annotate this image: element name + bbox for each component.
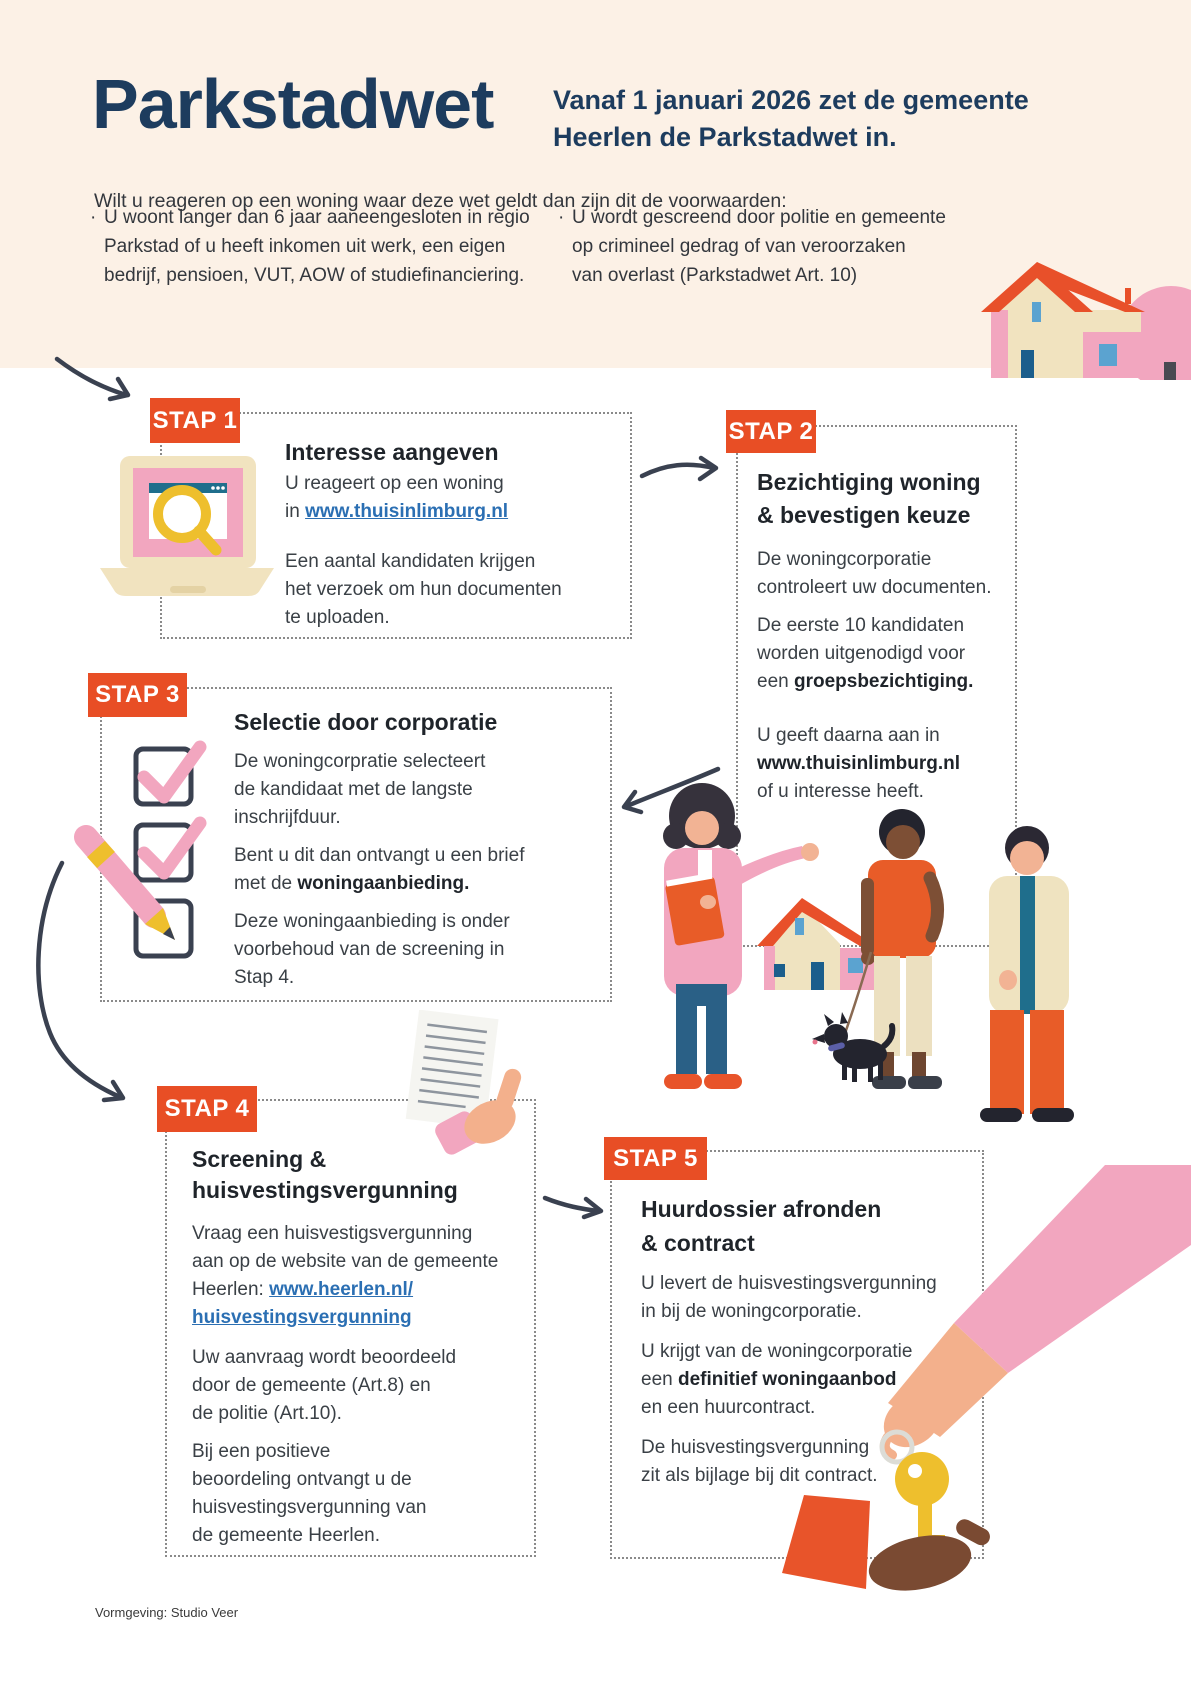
heerlen-link-line-2[interactable]: huisvestingsvergunning (192, 1307, 412, 1328)
text-line: De eerste 10 kandidaten (757, 615, 965, 636)
header-intro (553, 82, 1029, 156)
text-line: U woont langer dan 6 jaar aaneengesloten in regio (104, 207, 530, 228)
text-segment: een (757, 671, 794, 692)
text-line: de kandidaat met de langste (234, 779, 473, 800)
text-line: U krijgt van de woningcorporatie (641, 1341, 913, 1362)
laptop-search-icon (92, 450, 282, 598)
step-4-paragraph-2 (192, 1344, 456, 1428)
arrow-icon (540, 1186, 612, 1226)
document-approved-icon (392, 1010, 542, 1162)
text-line: beoordeling ontvangt u de (192, 1469, 412, 1490)
text-line: Deze woningaanbieding is onder (234, 911, 510, 932)
step-2-badge: STAP 2 (726, 410, 816, 453)
step-4-paragraph-1 (192, 1220, 498, 1332)
text-line: het verzoek om hun documenten (285, 579, 562, 600)
arrow-icon (612, 762, 724, 820)
text-line: van overlast (Parkstadwet Art. 10) (572, 265, 858, 286)
text-line: controleert uw documenten. (757, 577, 992, 598)
arrow-icon (52, 352, 144, 414)
text-line: Uw aanvraag wordt beoordeeld (192, 1347, 457, 1368)
text-line: Bezichtiging woning (757, 469, 981, 495)
text-line: De huisvestingsvergunning (641, 1437, 870, 1458)
text-line: Screening & (192, 1146, 327, 1172)
text-line: bedrijf, pensioen, VUT, AOW of studiefinanciering. (104, 265, 525, 286)
text-line: U reageert op een woning (285, 473, 504, 494)
text-line: De woningcorpratie selecteert (234, 751, 486, 772)
text-line: worden uitgenodigd voor (757, 643, 966, 664)
text-line (192, 1276, 498, 1304)
step-4-badge: STAP 4 (157, 1086, 257, 1132)
text-line: in bij de woningcorporatie. (641, 1301, 862, 1322)
bold-text: groepsbezichtiging. (793, 671, 974, 692)
text-line: inschrijfduur. (234, 807, 341, 828)
bold-text: woningaanbieding. (297, 873, 470, 894)
text-line: Huurdossier afronden (641, 1196, 882, 1222)
arrow-icon (22, 858, 134, 1108)
text-line (192, 1304, 498, 1332)
header-intro-line: Heerlen de Parkstadwet in. (553, 122, 897, 152)
bold-text: definitief woningaanbod (677, 1369, 897, 1390)
text-line: Parkstad of u heeft inkomen uit werk, een eigen (104, 236, 506, 257)
text-line: voorbehoud van de screening in (234, 939, 505, 960)
header-intro-line: Vanaf 1 januari 2026 zet de gemeente (553, 85, 1029, 115)
key-handover-icon (770, 1165, 1191, 1610)
bullet-dot: · (90, 207, 97, 228)
text-line: Stap 4. (234, 967, 295, 988)
condition-bullet-1 (88, 203, 530, 290)
step-3-paragraph-1 (234, 748, 485, 832)
step-1-paragraph-2 (285, 548, 562, 632)
text-line: huisvestingsvergunning van (192, 1497, 427, 1518)
step-3-badge: STAP 3 (88, 673, 187, 717)
condition-bullet-2 (556, 203, 946, 290)
step-2-paragraph-1 (757, 546, 991, 602)
step-1-badge: STAP 1 (150, 398, 240, 443)
text-line (285, 498, 508, 526)
text-line: Bent u dit dan ontvangt u een brief (234, 845, 525, 866)
text-line: de gemeente Heerlen. (192, 1525, 381, 1546)
text-segment: in (285, 501, 306, 522)
text-line: U wordt gescreend door politie en gemeente (572, 207, 946, 228)
text-line: U geeft daarna aan in (757, 725, 940, 746)
heerlen-link[interactable]: www.heerlen.nl/ (269, 1279, 414, 1300)
step-1-paragraph-1 (285, 470, 508, 526)
step-2-title (757, 466, 981, 532)
text-segment: een (641, 1369, 678, 1390)
text-line: De woningcorporatie (757, 549, 932, 570)
text-segment: Heerlen: (192, 1279, 270, 1300)
text-line: Bij een positieve (192, 1441, 331, 1462)
text-line: & bevestigen keuze (757, 502, 971, 528)
text-line: Vraag een huisvestigsvergunning (192, 1223, 473, 1244)
thuisinlimburg-link[interactable]: www.thuisinlimburg.nl (305, 501, 509, 522)
text-segment: met de (234, 873, 298, 894)
text-line: op crimineel gedrag of van veroorzaken (572, 236, 906, 257)
text-line: huisvestingsvergunning (192, 1177, 458, 1203)
page-title: Parkstadwet (92, 65, 494, 143)
step-4-paragraph-3 (192, 1438, 427, 1550)
step-2-paragraph-2 (757, 612, 973, 696)
house-icon (975, 256, 1191, 380)
conditions-intro: Wilt u reageren op een woning waar deze wet geldt dan zijn dit de voorwaarden: (94, 189, 787, 212)
text-line: U levert de huisvestingsvergunning (641, 1273, 937, 1294)
text-line: aan op de website van de gemeente (192, 1251, 499, 1272)
bullet-dot: · (558, 207, 565, 228)
text-line: & contract (641, 1230, 755, 1256)
text-line: en een huurcontract. (641, 1397, 816, 1418)
arrow-icon (638, 452, 726, 494)
text-line (757, 668, 973, 696)
design-credit: Vormgeving: Studio Veer (95, 1605, 239, 1620)
text-line (234, 870, 525, 898)
step-5-badge: STAP 5 (604, 1137, 707, 1180)
step-1-title: Interesse aangeven (285, 439, 499, 465)
bold-text: www.thuisinlimburg.nl (757, 753, 961, 774)
text-line: zit als bijlage bij dit contract. (641, 1465, 878, 1486)
step-3-title: Selectie door corporatie (234, 709, 498, 735)
step-3-paragraph-3 (234, 908, 510, 992)
text-line: te uploaden. (285, 607, 390, 628)
step-3-paragraph-2 (234, 842, 525, 898)
text-line: Een aantal kandidaten krijgen (285, 551, 536, 572)
text-line: de politie (Art.10). (192, 1403, 342, 1424)
text-line: door de gemeente (Art.8) en (192, 1375, 431, 1396)
text-line: of u interesse heeft. (757, 781, 924, 802)
